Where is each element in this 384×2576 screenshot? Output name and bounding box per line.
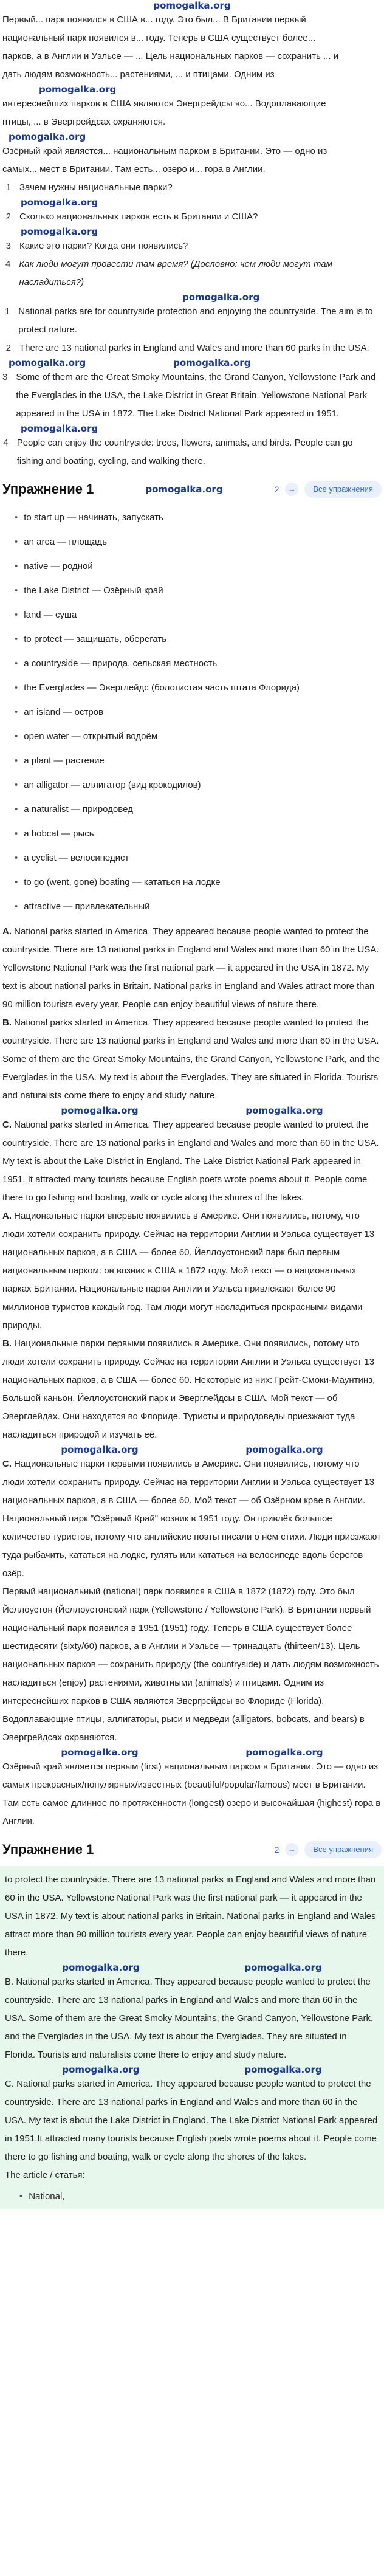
option-paragraph: B. Национальные парки первыми появились в Америке. Они появились, потому что люди хотели сохранить природу. Сейчас на территории Англии и Уэльса существует 13 национальных парков, а в США — более 60. Некоторые из них: Грейт-Смоки-Маунтинз, Большой каньон, Йеллоустонский парк и Эверглейдсы в США. Мой текст — об Эверглейдах. Они находятся во Флориде. Туристы и природоведы приезжают туда насладиться природой и изучать её.: [2, 1338, 375, 1440]
fill-paragraph: Первый национальный (national) парк появился в США в 1872 (1872) году. Это был Йеллоустон (Йеллоустонский парк (Yellowstone / Yellowstone Park). В Британии первый национальный парк появился в 1951 (1951) году. Теперь в США существует более шестидесяти (sixty/60) парков, а в Англии и Уэльсе — тринадцать (thirteen/13). Цель национальных парков — сохранить природу (the countryside) и дать людям возможность насладиться (enjoy) растениями, животными (animals) и птицами. Одним из интереснейших парков в США являются Эвергрейдсы во Флориде (Florida). Водоплавающие птицы, аллигаторы, рыси и медведи (alligators, bobcats, and bears) в Эвергрейдсах охраняются.: [2, 1586, 379, 1743]
list-item: • a cyclist — велосипедист: [15, 853, 129, 863]
list-item: 1 National parks are for countryside protection and enjoying the countryside. The aim is to protect nature.: [4, 306, 373, 335]
answer-paragraph: C. National parks started in America. They appeared because people wanted to protect the countryside. There are 13 national parks in England and Wales and more than 60 in the USA. My text is about the Lake District in England. The Lake District National Park appeared in 1951.It attracted many tourists because English poets wrote poems about it. People come there to go fishing and boating, walk or cycle along the shores of the lakes.: [5, 2079, 378, 2162]
watermark: pomogalka.org: [9, 131, 86, 142]
list-item: 4 People can enjoy the countryside: trees, flowers, animals, and birds. People can go fishing and boating, cycling, and walking there.: [3, 438, 353, 466]
option-paragraph: A. National parks started in America. They appeared because people wanted to protect the countryside. There are 13 national parks in England and Wales and more than 60 in the USA. Yellowstone National Park was the first national park — it appeared in the USA in 1872. My text is about national parks in Britain. National parks in England and Wales attract more than 90 million tourists every year. People can enjoy beautiful views of nature there.: [2, 926, 379, 1010]
list-item: 1 Зачем нужны национальные парки?: [5, 182, 173, 193]
options-ru: [0, 1207, 384, 1583]
questions-list: [0, 179, 384, 292]
watermark-row: pomogalka.org: [21, 423, 98, 434]
list-item: • the Lake District — Озёрный край: [15, 585, 163, 596]
list-item: • National,: [19, 2191, 65, 2202]
exercise-title: Упражнение 1: [2, 1842, 94, 1857]
intro-line: дать людям возможность... растениями, ... и птицами. Одним из: [2, 69, 275, 80]
watermark-row: pomogalka.org: [21, 226, 98, 237]
article-heading: The article / статья:: [5, 2170, 85, 2180]
option-paragraph: C. Национальные парки первыми появились в Америке. Они появились, потому что люди хотели сохранить природу. Сейчас на территории Англии и Уэльса существует 13 национальных парков, а в США — более 60. Мой текст — об Озёрном крае в Англии. Национальный парк "Озёрный Край" возник в 1951 году. Он привлёк большое количество туристов, потому что английские поэты писали о нём стихи. Люди приезжают туда рыбачить, кататься на лодке, гулять или кататься на велосипеде вдоль берегов озёр.: [2, 1459, 382, 1579]
list-item: • a countryside — природа, сельская местность: [15, 658, 218, 669]
exercise-count: 2: [274, 484, 279, 494]
list-item: 2 Сколько национальных парков есть в Британии и США?: [5, 212, 258, 222]
option-paragraph: A. Национальные парки впервые появились в Америке. Они появились, потому, что люди хотели сохранить природу. Сейчас на территории Англии и Уэльса существует 13 национальных парков, а в США — более 60. Йеллоустонский парк был первым национальным парком: он возник в США в 1872 году. Мой текст — о национальных парках Британии. Национальные парки Англии и Уэльса привлекают более 90 миллионов туристов каждый год. Там люди могут насладиться прекрасными видами природы.: [2, 1211, 375, 1331]
watermark-row: pomogalka.org: [21, 197, 98, 208]
answer-panel: [0, 1866, 384, 2209]
article-list: [5, 2185, 379, 2209]
intro-text: [0, 11, 384, 179]
intro-line: птицы, ... в Эвергрейдсах охраняются.: [2, 117, 166, 127]
watermark-row: pomogalka.org pomogalka.org: [61, 1747, 323, 1758]
options-en: [0, 923, 384, 1207]
watermark-row: pomogalka.org pomogalka.org: [61, 1105, 323, 1116]
list-item: • land — суша: [15, 610, 77, 620]
list-item: 4 Как люди могут провести там время? (Дословно: чем люди могут там насладиться?): [5, 259, 332, 288]
list-item: 3 Какие это парки? Когда они появились?: [5, 241, 188, 251]
watermark: pomogalka.org: [182, 292, 260, 303]
next-arrow-icon[interactable]: →: [285, 483, 298, 496]
list-item: • a bobcat — рысь: [15, 828, 94, 839]
list-item: • the Everglades — Эверглейдс (болотистая часть штата Флорида): [15, 683, 300, 693]
list-item: 3 Some of them are the Great Smoky Mountains, the Grand Canyon, Yellowstone Park and the Everglades in the USA, the Lake District in Great Britain. Yellowstone National Park appeared in the USA in 1872. The Lake District National Park appeared in 1951.: [2, 372, 376, 419]
option-paragraph: C. National parks started in America. They appeared because people wanted to protect the countryside. There are 13 national parks in England and Wales and more than 60 in the USA. My text is about the Lake District in England. The Lake District National Park appeared in 1951. It attracted many tourists because English poets wrote poems about it. People come there to go fishing and boating, walk or cycle along the shores of the lakes.: [2, 1120, 379, 1203]
list-item: • attractive — привлекательный: [15, 901, 150, 912]
exercise-header: [0, 1837, 384, 1862]
list-item: 2 There are 13 national parks in England and Wales and more than 60 parks in the USA.: [5, 343, 369, 353]
fill-text: [0, 1583, 384, 1831]
intro-line: Озёрный край является... национальным парком в Британии. Это — одно из: [2, 146, 327, 156]
all-exercises-button[interactable]: Все упражнения: [304, 481, 382, 498]
list-item: • an area — площадь: [15, 537, 108, 547]
list-item: • open water — открытый водоём: [15, 731, 158, 742]
list-item: • to go (went, gone) boating — кататься на лодке: [15, 877, 221, 887]
all-exercises-button[interactable]: Все упражнения: [304, 1841, 382, 1858]
answer-paragraph: B. National parks started in America. They appeared because people wanted to protect the countryside. There are 13 national parks in England and Wales and more than 60 in the USA. Some of them are the Great Smoky Mountains, the Grand Canyon, Yellowstone Park, and the Everglades in the USA. My text is about the Everglades. They are situated in Florida. Tourists and naturalists come there to enjoy and study nature.: [5, 1977, 374, 2060]
exercise-title: Упражнение 1: [2, 481, 94, 497]
watermark: pomogalka.org: [153, 0, 231, 11]
list-item: • an island — остров: [15, 707, 104, 717]
exercise-count: 2: [274, 1845, 279, 1855]
watermark-row: pomogalka.org pomogalka.org: [61, 1444, 323, 1455]
vocab-list: [0, 506, 384, 919]
watermark: pomogalka.org: [39, 84, 117, 95]
list-item: • native — родной: [15, 561, 93, 571]
list-item: • a plant — растение: [15, 756, 105, 766]
intro-line: самых... мест в Британии. Там есть... озеро и... гора в Англии.: [2, 164, 266, 174]
watermark-row: pomogalka.org pomogalka.org: [62, 2064, 322, 2075]
option-paragraph: B. National parks started in America. They appeared because people wanted to protect the countryside. There are 13 national parks in England and Wales and more than 60 in the USA. Some of them are the Great Smoky Mountains, the Grand Canyon, Yellowstone Park, and the Everglades in the USA. My text is about the Everglades. They are situated in Florida. Tourists and naturalists come there to enjoy and study nature.: [2, 1018, 380, 1101]
intro-line: парков, а в Англии и Уэльсе — ... Цель национальных парков — сохранить ... и: [2, 51, 339, 61]
intro-line: интереснейших парков в США являются Эвергрейдсы во... Водоплавающие: [2, 98, 326, 109]
intro-line: Первый... парк появился в США в... году. Это был... В Британии первый: [2, 15, 306, 25]
answer-paragraph: to protect the countryside. There are 13 national parks in England and Wales and more than 60 in the USA. Yellowstone National Park was the first national park — it appeared in the USA in 1872. My text is about national parks in Britain. National parks in England and Wales attract more than 90 million tourists every year. People can enjoy beautiful views of nature there.: [5, 1875, 376, 1958]
watermark-row: pomogalka.org pomogalka.org: [62, 1962, 322, 1973]
list-item: • a naturalist — природовед: [15, 804, 133, 814]
intro-line: национальный парк появился в... году. Теперь в США существует более...: [2, 33, 316, 43]
exercise-header: [0, 477, 384, 502]
next-arrow-icon[interactable]: →: [285, 1843, 298, 1856]
list-item: • to protect — защищать, оберегать: [15, 634, 167, 644]
list-item: • to start up — начинать, запускать: [15, 512, 163, 523]
list-item: • an alligator — аллигатор (вид крокодилов): [15, 780, 201, 790]
watermark-row: pomogalka.org pomogalka.org: [9, 357, 251, 368]
fill-paragraph: Озёрный край является первым (first) национальным парком в Британии. Это — одно из самых прекрасных/популярных/известных (beautiful/popular/famous) мест в Британии. Там есть самое длинное по протяжённости (longest) озеро и высочайшая (highest) гора в Англии.: [2, 1762, 381, 1827]
answers-list: [0, 303, 384, 470]
watermark: pomogalka.org: [145, 484, 223, 495]
